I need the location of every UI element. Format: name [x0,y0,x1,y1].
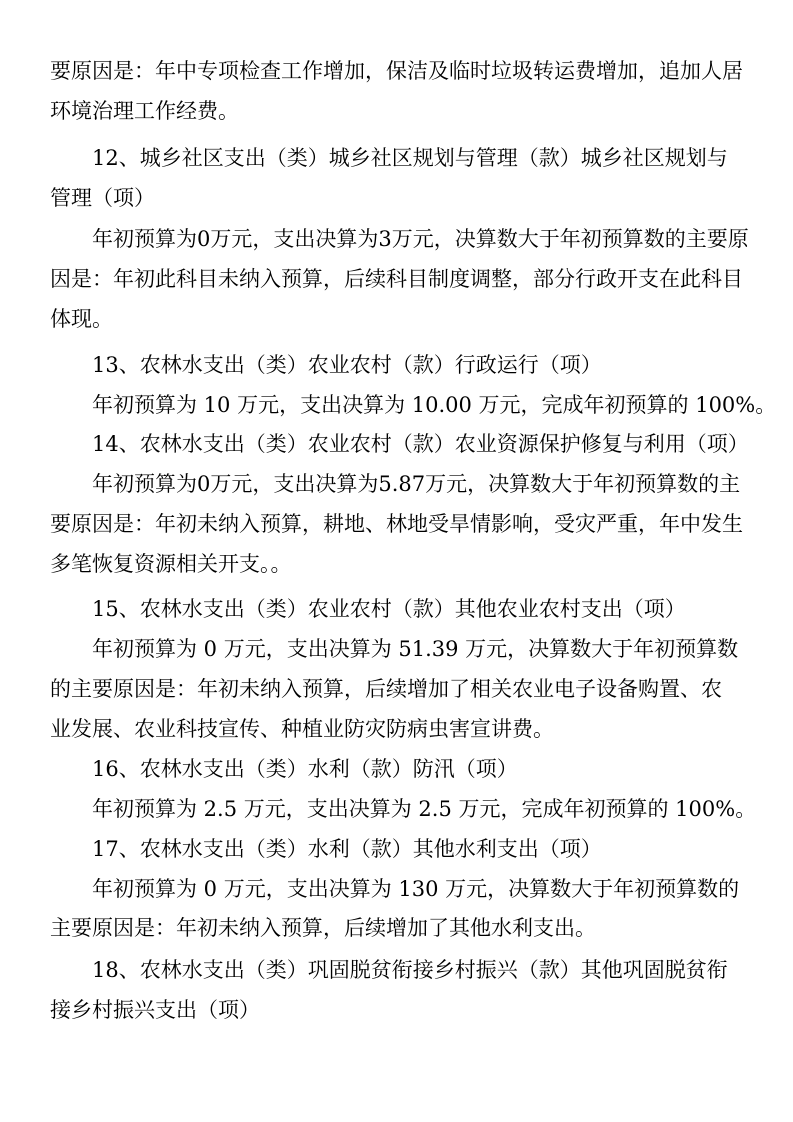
paragraph-line: 年初预算为 10 万元，支出决算为 10.00 万元，完成年初预算的 100%。 [92,393,777,417]
paragraph-line: 年初预算为 2.5 万元，支出决算为 2.5 万元，完成年初预算的 100%。 [92,797,757,821]
paragraph-line: 年初预算为 0 万元，支出决算为 51.39 万元，决算数大于年初预算数 [92,637,739,661]
paragraph-line: 体现。 [50,307,113,331]
section-heading-16: 16、农林水支出（类）水利（款）防汛（项） [92,757,518,781]
paragraph-line: 年初预算为0万元，支出决算为5.87万元，决算数大于年初预算数的主 [92,472,741,496]
paragraph-line: 多笔恢复资源相关开支。。 [50,552,292,576]
paragraph-line: 环境治理工作经费。 [50,99,239,123]
section-heading-13: 13、农林水支出（类）农业农村（款）行政运行（项） [92,353,602,377]
section-heading-12-cont: 管理（项） [50,186,155,210]
paragraph-line: 要原因是：年中专项检查工作增加，保洁及临时垃圾转运费增加，追加人居 [50,59,743,83]
paragraph-line: 年初预算为 0 万元，支出决算为 130 万元，决算数大于年初预算数的 [92,877,740,901]
section-heading-18: 18、农林水支出（类）巩固脱贫衔接乡村振兴（款）其他巩固脱贫衔 [92,958,728,982]
paragraph-line: 主要原因是：年初未纳入预算，后续增加了其他水利支出。 [50,916,596,940]
section-heading-18-cont: 接乡村振兴支出（项） [50,998,260,1022]
paragraph-line: 业发展、农业科技宣传、种植业防灾防病虫害宣讲费。 [50,717,554,741]
section-heading-14: 14、农林水支出（类）农业农村（款）农业资源保护修复与利用（项） [92,432,749,456]
paragraph-line: 因是：年初此科目未纳入预算，后续科目制度调整，部分行政开支在此科目 [50,267,743,291]
paragraph-line: 年初预算为0万元，支出决算为3万元，决算数大于年初预算数的主要原 [92,227,749,251]
section-heading-15: 15、农林水支出（类）农业农村（款）其他农业农村支出（项） [92,597,686,621]
paragraph-line: 的主要原因是：年初未纳入预算，后续增加了相关农业电子设备购置、农 [50,677,722,701]
section-heading-12: 12、城乡社区支出（类）城乡社区规划与管理（款）城乡社区规划与 [92,146,728,170]
paragraph-line: 要原因是：年初未纳入预算，耕地、林地受旱情影响，受灾严重，年中发生 [50,512,743,536]
section-heading-17: 17、农林水支出（类）水利（款）其他水利支出（项） [92,837,602,861]
